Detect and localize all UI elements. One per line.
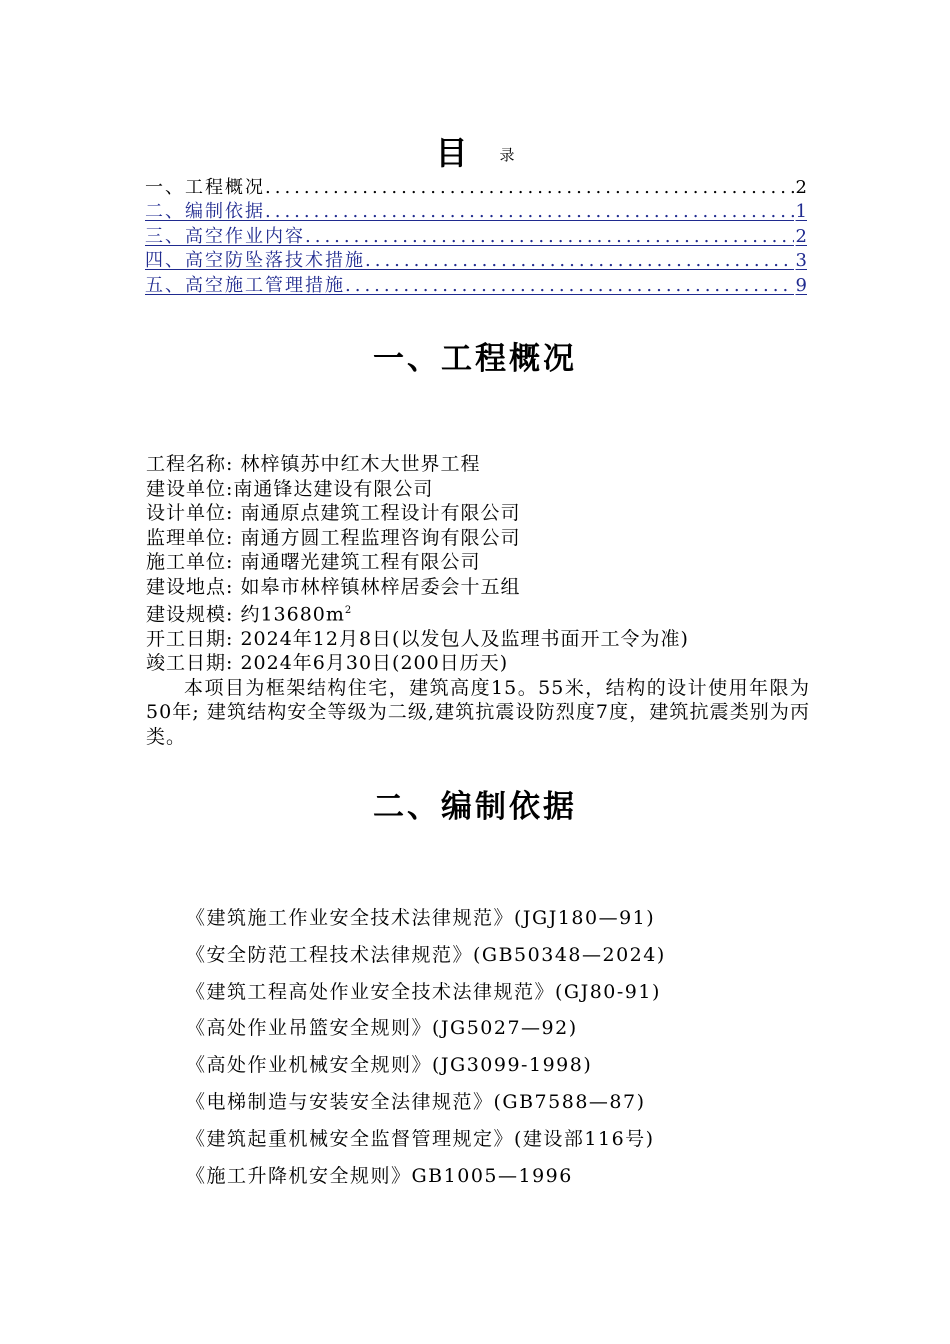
toc-link-fall-protection[interactable]: [145, 248, 807, 273]
reference-list: [186, 900, 826, 1194]
section-heading-basis: 二、编制依据: [373, 789, 577, 825]
start-date-line: 开工日期: 2024年12月8日(以发包人及监理书面开工令为准): [146, 627, 689, 650]
toc-entry-page: 1: [795, 201, 807, 222]
toc-link-basis[interactable]: [145, 199, 807, 224]
designer-line: 设计单位: 南通原点建筑工程设计有限公司: [146, 502, 521, 524]
scale-unit-superscript: 2: [344, 605, 353, 616]
toc-title-sub: 录: [499, 146, 515, 164]
toc-entry-label: 五、高空施工管理措施: [145, 274, 345, 296]
project-name-line: 工程名称: 林梓镇苏中红木大世界工程: [146, 453, 481, 475]
end-date-line: 竣工日期: 2024年6月30日(200日历天): [146, 652, 509, 675]
client-line: 建设单位:南通锋达建设有限公司: [146, 477, 434, 500]
toc-entry-page: 2: [795, 225, 807, 247]
reference-item: 《施工升降机安全规则》GB1005—1996: [186, 1164, 573, 1187]
toc-entry-label: 三、高空作业内容: [145, 225, 305, 247]
supervisor-line: 监理单位: 南通方圆工程监理咨询有限公司: [146, 526, 521, 549]
toc-entry-label: 四、高空防坠落技术措施: [145, 250, 365, 271]
toc-leader-dots: [265, 201, 794, 223]
project-info: [146, 452, 810, 749]
contractor-line: 施工单位: 南通曙光建筑工程有限公司: [146, 551, 481, 573]
reference-item: 《高处作业吊篮安全规则》(JG5027—92): [186, 1017, 578, 1040]
toc-leader-dots: [265, 177, 794, 199]
reference-item: 《建筑工程高处作业安全技术法律规范》(GJ80-91): [186, 980, 661, 1003]
toc-title-main: 目: [435, 134, 470, 172]
toc-leader-dots: [305, 226, 794, 248]
location-line: 建设地点: 如皋市林梓镇林梓居委会十五组: [146, 575, 521, 598]
scale-text: 建设规模: 约13680m: [146, 603, 345, 626]
section-heading-overview: 一、工程概况: [373, 341, 577, 377]
scale-line: [146, 599, 810, 627]
toc-entry-page: 2: [795, 176, 807, 198]
toc-entry-page: 9: [795, 274, 807, 296]
toc-leader-dots: [345, 275, 794, 297]
toc-title: [0, 128, 950, 174]
toc-entry-overview[interactable]: [145, 174, 807, 199]
toc-link-management[interactable]: [145, 272, 807, 297]
reference-item: 《安全防范工程技术法律规范》(GB50348—2024): [186, 943, 666, 966]
reference-item: 《电梯制造与安装安全法律规范》(GB7588—87): [186, 1090, 646, 1113]
project-description: 本项目为框架结构住宅，建筑高度15。55米，结构的设计使用年限为50年; 建筑结构安全等级为二级,建筑抗震设防烈度7度，建筑抗震类别为丙类。: [146, 676, 810, 748]
reference-item: 《建筑起重机械安全监督管理规定》(建设部116号): [186, 1127, 655, 1150]
reference-item: 《高处作业机械安全规则》(JG3099-1998): [186, 1054, 593, 1077]
toc-entry-label: 一、工程概况: [145, 176, 265, 198]
toc-link-work-content[interactable]: [145, 223, 807, 248]
toc-entry-page: 3: [795, 250, 807, 271]
toc-entry-label: 二、编制依据: [145, 201, 265, 222]
table-of-contents: [145, 174, 807, 297]
toc-leader-dots: [365, 250, 794, 272]
reference-item: 《建筑施工作业安全技术法律规范》(JGJ180—91): [186, 907, 656, 929]
